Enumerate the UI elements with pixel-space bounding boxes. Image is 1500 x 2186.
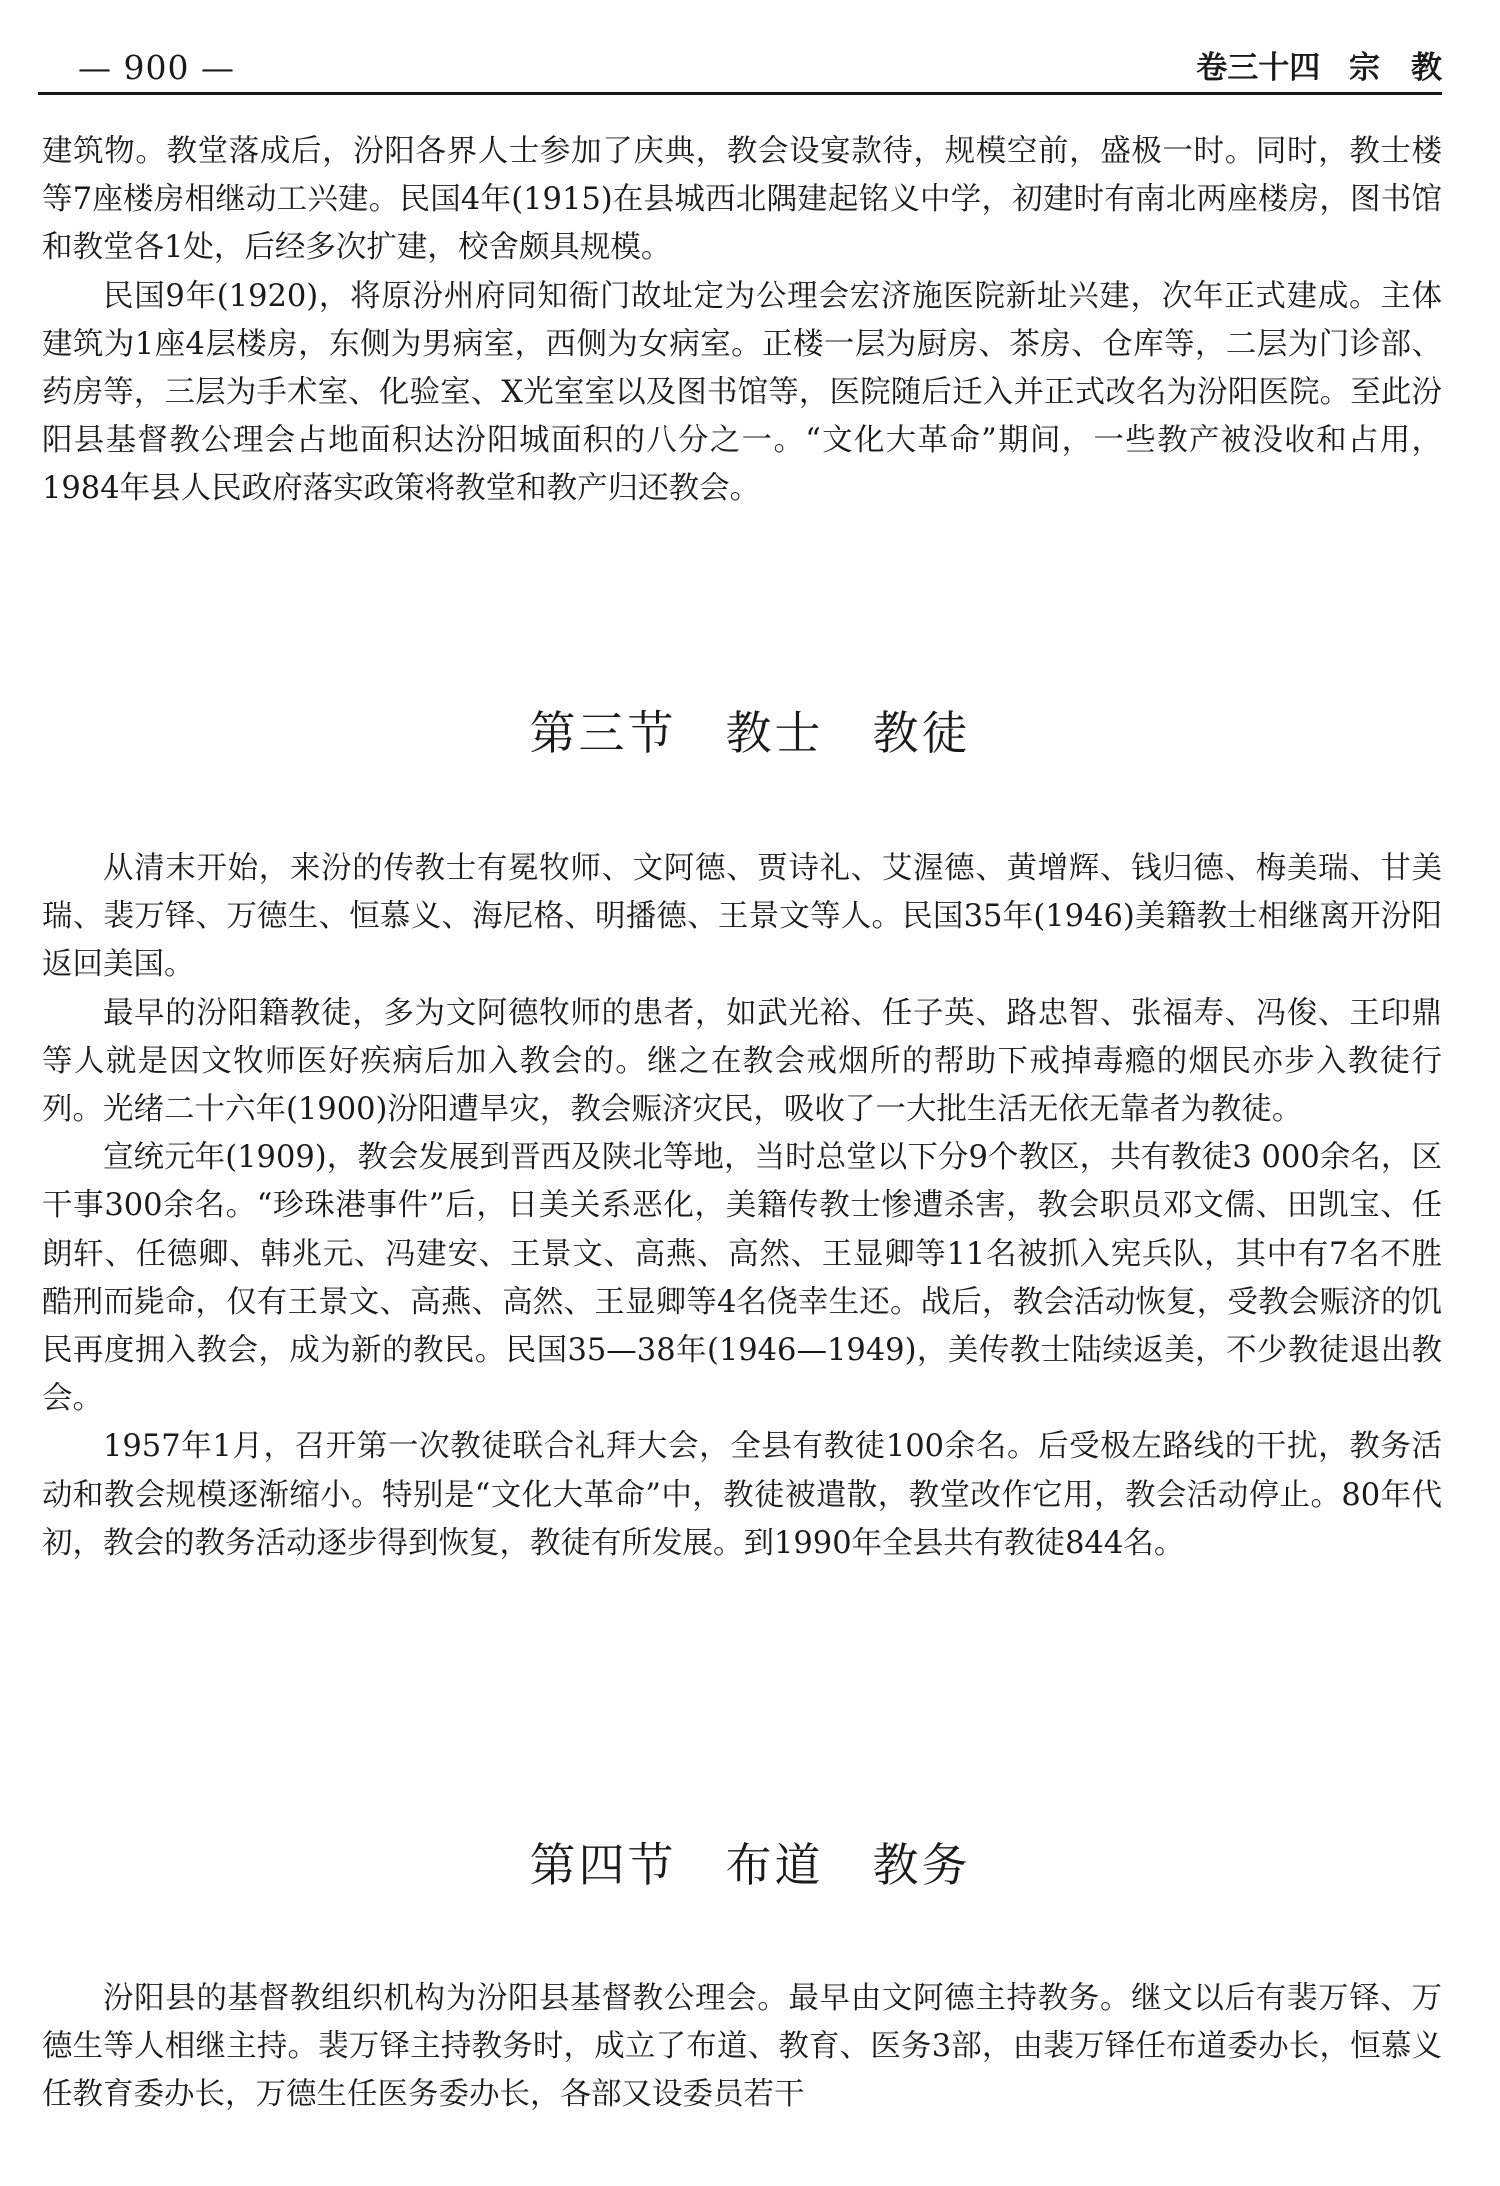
page-number: — 900 —: [78, 48, 235, 87]
paragraph: 民国9年(1920)，将原汾州府同知衙门故址定为公理会宏济施医院新址兴建，次年正式建成。主体建筑为1座4层楼房，东侧为男病室，西侧为女病室。正楼一层为厨房、茶房、仓库等，二层为门诊部、药房等，三层为手术室、化验室、X光室室以及图书馆等，医院随后迁入并正式改名为汾阳医院。至此汾阳县基督教公理会占地面积达汾阳城面积的八分之一。“文化大革命”期间，一些教产被没收和占用，1984年县人民政府落实政策将教堂和教产归还教会。: [42, 278, 1442, 507]
paragraph: 建筑物。教堂落成后，汾阳各界人士参加了庆典，教会设宴款待，规模空前，盛极一时。同时，教士楼等7座楼房相继动工兴建。民国4年(1915)在县城西北隅建起铭义中学，初建时有南北两座楼房，图书馆和教堂各1处，后经多次扩建，校舍颇具规模。: [42, 134, 1442, 266]
running-head: 卷三十四 宗 教: [1196, 50, 1442, 86]
section-4-text-block: [42, 1975, 1442, 2120]
section-3-title: 第三节 教士 教徒: [529, 706, 971, 760]
continued-text-block: [42, 128, 1442, 514]
header-rule: [38, 92, 1442, 95]
paragraph: 汾阳县的基督教组织机构为汾阳县基督教公理会。最早由文阿德主持教务。继文以后有裴万铎、万德生等人相继主持。裴万铎主持教务时，成立了布道、教育、医务3部，由裴万铎任布道委办长，恒慕义任教育委办长，万德生任医务委办长，各部又设委员若干: [42, 1981, 1442, 2113]
section-3-text-block: [42, 845, 1442, 1568]
section-4-title: 第四节 布道 教务: [529, 1838, 971, 1892]
page-header: [38, 44, 1442, 90]
paragraph: 最早的汾阳籍教徒，多为文阿德牧师的患者，如武光裕、任子英、路忠智、张福寿、冯俊、王印鼎等人就是因文牧师医好疾病后加入教会的。继之在教会戒烟所的帮助下戒掉毒瘾的烟民亦步入教徒行列。光绪二十六年(1900)汾阳遭旱灾，教会赈济灾民，吸收了一大批生活无依无靠者为教徒。: [42, 995, 1442, 1128]
paragraph: 宣统元年(1909)，教会发展到晋西及陕北等地，当时总堂以下分9个教区，共有教徒3 000余名，区干事300余名。“珍珠港事件”后，日美关系恶化，美籍传教士惨遭杀害，教会职员邓文儒、田凯宝、任朗轩、任德卿、韩兆元、冯建安、王景文、高燕、高然、王显卿等11名被抓入宪兵队，其中有7名不胜酷刑而毙命，仅有王景文、高燕、高然、王显卿等4名侥幸生还。战后，教会活动恢复，受教会赈济的饥民再度拥入教会，成为新的教民。民国35—38年(1946—1949)，美传教士陆续返美，不少教徒退出教会。: [42, 1140, 1442, 1417]
paragraph: 从清末开始，来汾的传教士有冕牧师、文阿德、贾诗礼、艾渥德、黄增辉、钱归德、梅美瑞、甘美瑞、裴万铎、万德生、恒慕义、海尼格、明播德、王景文等人。民国35年(1946)美籍教士相继离开汾阳返回美国。: [42, 851, 1442, 983]
paragraph: 1957年1月，召开第一次教徒联合礼拜大会，全县有教徒100余名。后受极左路线的干扰，教务活动和教会规模逐渐缩小。特别是“文化大革命”中，教徒被遣散，教堂改作它用，教会活动停止。80年代初，教会的教务活动逐步得到恢复，教徒有所发展。到1990年全县共有教徒844名。: [42, 1429, 1442, 1561]
